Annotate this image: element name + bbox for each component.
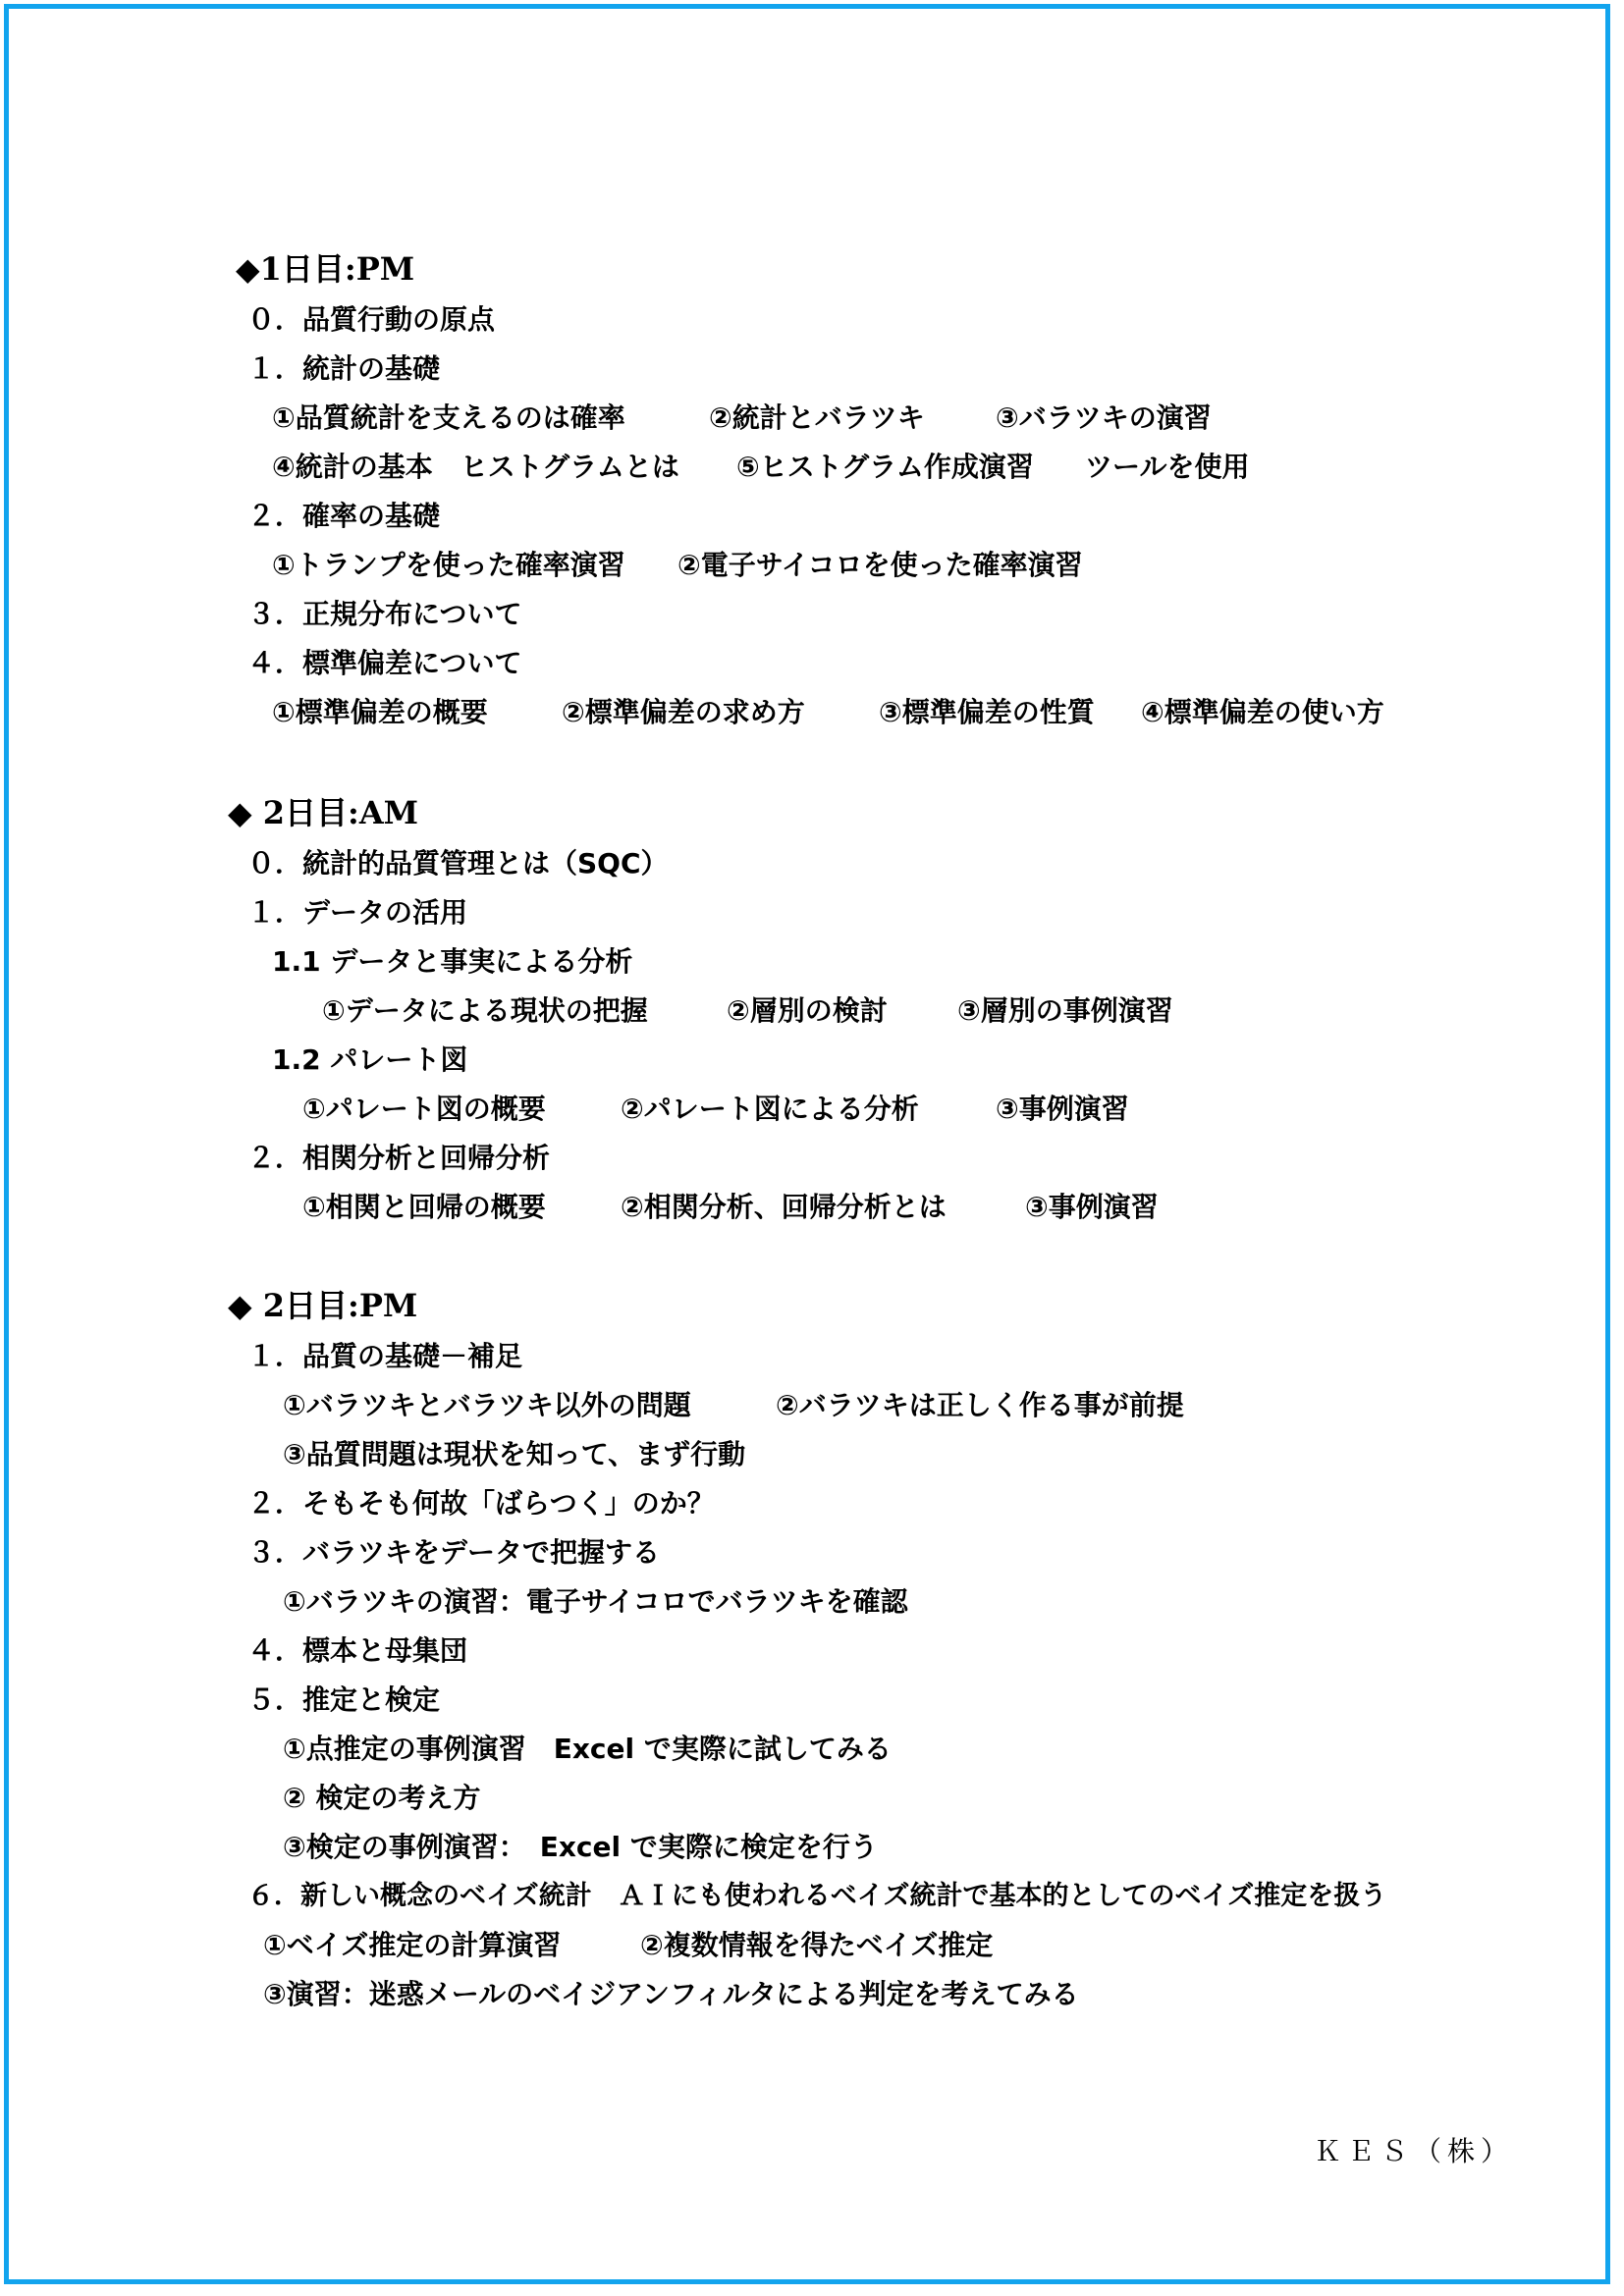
subitems-day2am-2 xyxy=(0,1190,1624,1225)
subitems-day2pm-1a xyxy=(0,1388,1624,1423)
subitems-day1-4 xyxy=(0,695,1624,730)
item-day2pm-2: ２．そもそも何故「ばらつく」のか？ xyxy=(247,1487,715,1520)
item-day1-3: ３．正規分布について xyxy=(247,598,522,630)
item-day2pm-6: ６．新しい概念のベイズ統計 ＡＩにも使われるベイズ統計で基本的としてのベイズ推定を扱う xyxy=(247,1881,1387,1911)
subitem: ②層別の検討 xyxy=(727,994,888,1027)
subitem-day2pm-1b: ③品質問題は現状を知って、まず行動 xyxy=(283,1438,746,1470)
subitems-day1-1a xyxy=(0,400,1624,436)
subitem: ②標準偏差の求め方 xyxy=(562,696,805,728)
subitems-day2am-1-2 xyxy=(0,1092,1624,1127)
subitem: ③標準偏差の性質 xyxy=(879,696,1095,728)
subitem: ③事例演習 xyxy=(996,1093,1129,1125)
subitem-day2pm-3: ①バラツキの演習：電子サイコロでバラツキを確認 xyxy=(283,1585,908,1618)
subitem-day2pm-5c: ③検定の事例演習： Excel で実際に検定を行う xyxy=(283,1831,878,1863)
subitem: ②パレート図による分析 xyxy=(621,1093,919,1125)
subitems-day1-2 xyxy=(0,548,1624,583)
subitem: ①トランプを使った確率演習 xyxy=(272,549,625,581)
subitem: ①バラツキとバラツキ以外の問題 xyxy=(283,1389,691,1421)
item-day2pm-1: １．品質の基礎－補足 xyxy=(247,1340,523,1372)
company-name: ＫＥＳ（株） xyxy=(1314,2135,1515,2167)
item-day2am-1-2: 1.2 パレート図 xyxy=(272,1043,468,1076)
item-day2pm-3: ３．バラツキをデータで把握する xyxy=(247,1536,661,1569)
item-day2pm-5: ５．推定と検定 xyxy=(247,1683,441,1716)
subitems-day2pm-6 xyxy=(0,1928,1624,1963)
subitem: ②電子サイコロを使った確率演習 xyxy=(677,549,1083,581)
subitem: ②バラツキは正しく作る事が前提 xyxy=(776,1389,1184,1421)
item-day2am-1-1: 1.1 データと事実による分析 xyxy=(272,945,633,978)
section-heading-day2-pm: ◆ 2日目:PM xyxy=(228,1287,418,1324)
subitem-day2pm-6c: ③演習：迷惑メールのベイジアンフィルタによる判定を考えてみる xyxy=(263,1978,1079,2010)
subitem: ①相関と回帰の概要 xyxy=(302,1191,546,1223)
subitem: ①標準偏差の概要 xyxy=(272,696,488,728)
section-heading-day2-am: ◆ 2日目:AM xyxy=(228,794,419,831)
subitem: ①品質統計を支えるのは確率 xyxy=(272,401,625,434)
item-day1-2: ２．確率の基礎 xyxy=(247,500,441,532)
item-day2am-1: １．データの活用 xyxy=(247,896,468,929)
subitem: ②相関分析、回帰分析とは xyxy=(621,1191,947,1223)
item-day1-1: １．統計の基礎 xyxy=(247,352,441,385)
subitems-day1-1b xyxy=(0,450,1624,485)
subitem: ③層別の事例演習 xyxy=(957,994,1173,1027)
item-day1-4: ４．標準偏差について xyxy=(247,647,522,679)
subitem-day2pm-5b: ② 検定の考え方 xyxy=(283,1782,481,1814)
subitem-day2pm-5a: ①点推定の事例演習 Excel で実際に試してみる xyxy=(283,1733,892,1765)
item-day2pm-4: ４．標本と母集団 xyxy=(247,1634,468,1667)
item-day2am-2: ２．相関分析と回帰分析 xyxy=(247,1142,551,1174)
subitem: ①パレート図の概要 xyxy=(302,1093,546,1125)
subitem: ②複数情報を得たベイズ推定 xyxy=(640,1929,994,1961)
subitem: ②統計とバラツキ xyxy=(709,401,925,434)
item-day1-0: ０．品質行動の原点 xyxy=(247,303,496,336)
subitem: ④標準偏差の使い方 xyxy=(1141,696,1384,728)
subitem: ③事例演習 xyxy=(1025,1191,1159,1223)
subitems-day2am-1-1 xyxy=(0,993,1624,1029)
subitem: ⑤ヒストグラム作成演習 xyxy=(736,451,1034,483)
subitem: ①データによる現状の把握 xyxy=(322,994,648,1027)
item-day2am-0: ０．統計的品質管理とは（SQC） xyxy=(247,847,669,880)
subitem: ①ベイズ推定の計算演習 xyxy=(263,1929,562,1961)
section-heading-day1-pm: ◆1日目:PM xyxy=(236,250,415,288)
subitem: ④統計の基本 ヒストグラムとは xyxy=(272,451,679,483)
subitem: ③バラツキの演習 xyxy=(996,401,1212,434)
subitem: ツールを使用 xyxy=(1085,451,1250,483)
